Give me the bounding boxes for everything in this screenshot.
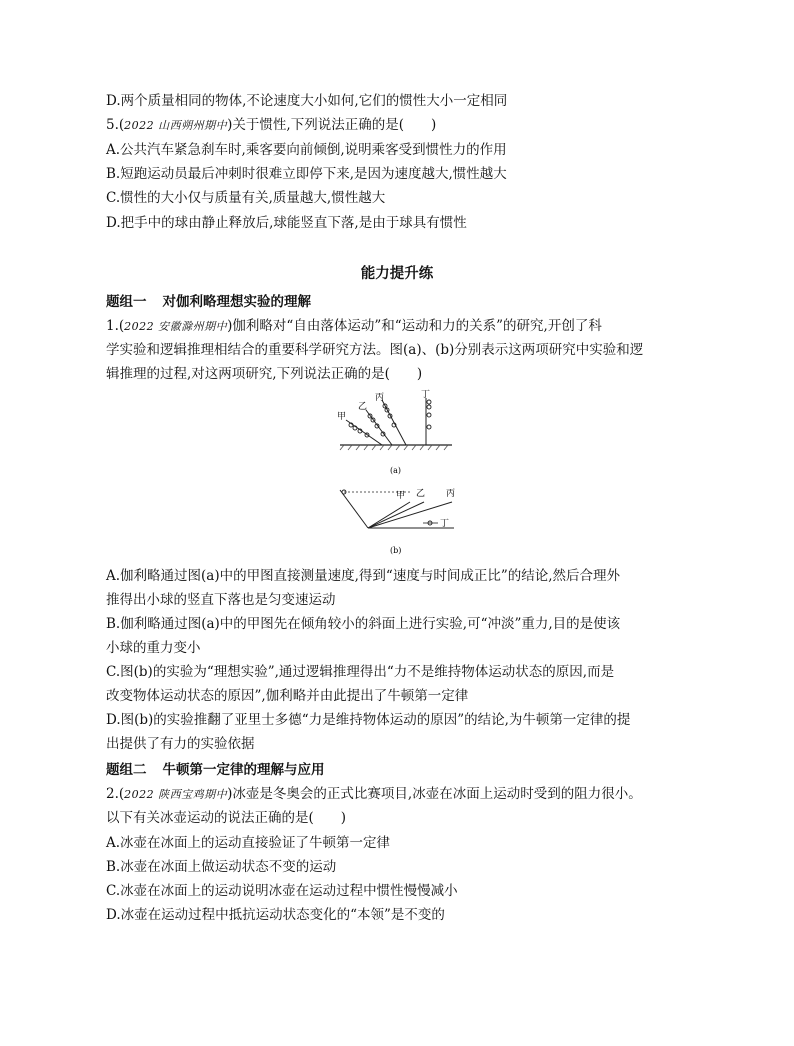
fig-b-caption: (b): [390, 546, 402, 555]
q1-option-c-line2: 改变物体运动状态的原因”,伽利略并由此提出了牛顿第一定律: [106, 688, 469, 704]
fig-a-caption: (a): [390, 466, 402, 475]
question-source: 2022 安徽滁州期中: [124, 320, 228, 333]
q1-option-d-line1: D.图(b)的实验推翻了亚里士多德“力是维持物体运动的原因”的结论,为牛顿第一定律的提: [106, 712, 631, 728]
q5-option-d: D.把手中的球由静止释放后,球能竖直下落,是由于球具有惯性: [106, 215, 467, 231]
question-text: )冰壶是冬奥会的正式比赛项目,冰壶在冰面上运动时受到的阻力很小。: [227, 786, 642, 802]
question-source: 2022 陕西宝鸡期中: [124, 788, 228, 801]
group-label: 题组一: [106, 294, 147, 310]
question-text: )伽利略对“自由落体运动”和“运动和力的关系”的研究,开创了科: [227, 318, 602, 334]
q1-option-b-line1: B.伽利略通过图(a)中的甲图先在倾角较小的斜面上进行实验,可“冲淡”重力,目的是使该: [106, 616, 621, 632]
question-1-stem-line1: [106, 316, 602, 337]
figure-b: [330, 480, 470, 558]
group-2-heading: [106, 760, 325, 780]
q5-option-a: A.公共汽车紧急刹车时,乘客要向前倾倒,说明乘客受到惯性力的作用: [106, 142, 507, 158]
fig-a-label-yi: 乙: [358, 402, 368, 412]
question-source: 2022 山西朔州期中: [124, 119, 228, 132]
fig-a-label-jia: 甲: [337, 412, 347, 422]
q1-option-a-line1: A.伽利略通过图(a)中的甲图直接测量速度,得到“速度与时间成正比”的结论,然后合理外: [106, 568, 621, 584]
question-number: 5.(: [106, 117, 125, 133]
group-title: 对伽利略理想实验的理解: [162, 294, 311, 310]
fig-b-label-jia: 甲: [396, 491, 406, 501]
q1-option-b-line2: 小球的重力变小: [106, 640, 201, 656]
fig-b-label-ding: 丁: [440, 519, 450, 529]
q5-option-b: B.短跑运动员最后冲刺时很难立即停下来,是因为速度越大,惯性越大: [106, 166, 507, 182]
question-number: 1.(: [106, 318, 125, 334]
section-title: 能力提升练: [360, 266, 434, 282]
question-number: 2.(: [106, 786, 125, 802]
figure-a: [330, 388, 460, 478]
q1-option-c-line1: C.图(b)的实验为“理想实验”,通过逻辑推理得出“力不是维持物体运动状态的原因,而是: [106, 664, 615, 680]
group-title: 牛顿第一定律的理解与应用: [162, 762, 325, 778]
question-2-stem-line2: 以下有关冰壶运动的说法正确的是( ): [106, 810, 347, 826]
fig-a-label-bing: 丙: [375, 393, 385, 403]
q5-option-c: C.惯性的大小仅与质量有关,质量越大,惯性越大: [106, 190, 386, 206]
fig-b-label-bing: 丙: [446, 489, 456, 499]
group-1-heading: [106, 292, 311, 312]
q2-option-b: B.冰壶在冰面上做运动状态不变的运动: [106, 859, 337, 875]
question-2-stem-line1: [106, 784, 642, 805]
fig-a-label-ding: 丁: [421, 390, 431, 400]
question-1-stem-line2: 学实验和逻辑推理相结合的重要科学研究方法。图(a)、(b)分别表示这两项研究中实验和逻: [106, 342, 644, 358]
option-d-prev: D.两个质量相同的物体,不论速度大小如何,它们的惯性大小一定相同: [106, 93, 508, 109]
question-1-stem-line3: 辑推理的过程,对这两项研究,下列说法正确的是( ): [106, 366, 423, 382]
fig-b-label-yi: 乙: [416, 489, 426, 499]
q2-option-a: A.冰壶在冰面上的运动直接验证了牛顿第一定律: [106, 835, 391, 851]
question-text: )关于惯性,下列说法正确的是( ): [227, 117, 437, 133]
q1-option-a-line2: 推得出小球的竖直下落也是匀变速运动: [106, 592, 336, 608]
group-label: 题组二: [106, 762, 147, 778]
question-5-stem: [106, 115, 436, 136]
q1-option-d-line2: 出提供了有力的实验依据: [106, 736, 255, 752]
q2-option-d: D.冰壶在运动过程中抵抗运动状态变化的“本领”是不变的: [106, 907, 445, 923]
q2-option-c: C.冰壶在冰面上的运动说明冰壶在运动过程中惯性慢慢减小: [106, 883, 458, 899]
